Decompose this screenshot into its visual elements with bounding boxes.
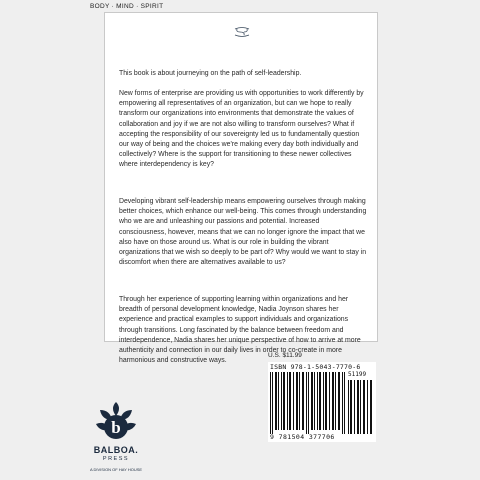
barcode-addon-number: 51199 [348,371,367,378]
publisher-division: A DIVISION OF HAY HOUSE [89,467,143,472]
barcode-addon-bars [348,372,374,434]
category-label: BODY · MIND · SPIRIT [90,3,164,10]
lotus-logo-icon [94,400,138,444]
svg-text:b: b [111,418,121,437]
blurb-paragraph-2: New forms of enterprise are providing us with opportunities to work differently by empowering all representatives of an organization, but can we hope to really transform our organizations into environments that demonstrate the values of collaboration and joy if we are not also willing to transform ourselves? What if accepting the responsibility of our sovereignty led us to fundamentally question our way of being and the choices we're making every day both individually and collectively? Where is the support for transitioning to these newer collectives where interdependency is key? [119,90,364,169]
blurb-paragraph-1: This book is about journeying on the path of self-leadership. [119,70,302,77]
price-label: U.S. $11.99 [268,352,302,359]
barcode-digits: 9 781504 377706 [270,433,335,441]
blurb-paragraph-3: Developing vibrant self-leadership means empowering ourselves through making better choices, which enhance our well-being. This comes through understanding who we are and unleashing our passions and potential. Increased consciousness, however, means that we can no longer ignore the impact that we also have on those around us. What is our role in building the vibrant organizations that we wish so deeply to be part of? Why would we want to stay in discomfort when there are alternatives available to us? [119,198,367,267]
flourish-ornament-icon [232,26,252,38]
isbn-text: ISBN 978-1-5043-7770-6 [270,363,361,371]
blurb-paragraph-4: Through her experience of supporting learning within organizations and her breadth of personal development knowledge, Nadia Joynson shares her experience and practical examples to support individuals and organizations through transitions. Long fascinated by the balance between freedom and interdependence, Nadia shares her unique perspective of how to arrive at more authenticity and connection in our daily lives in order to co-create in more harmonious and constructive ways. [119,296,361,365]
barcode-bars [270,372,346,434]
barcode [268,362,376,442]
publisher-subtitle: PRESS [102,456,130,462]
publisher-name: BALBOA. [93,445,139,455]
